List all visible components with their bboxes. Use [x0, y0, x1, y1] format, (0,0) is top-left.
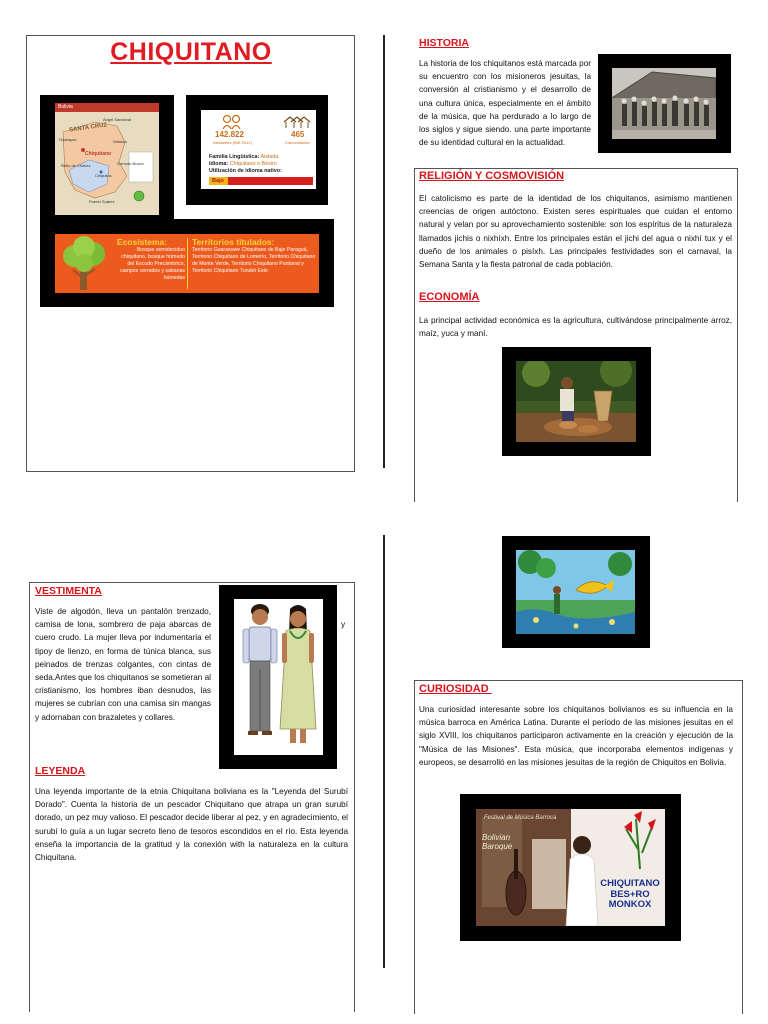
usage-line — [209, 168, 282, 174]
bottom-divider — [383, 535, 385, 968]
curiosidad-art-frame — [502, 536, 650, 648]
eco-banner — [55, 234, 319, 293]
population-label: habitantes (INE 2012) — [213, 140, 252, 145]
territories-text: Territorio Guarasuwe Chiquitano de Bajo Paraguá, Territorio Chiquitano de Lomerío, Territorio Chiquitano de Monte Verde, Territorio Chiquitano Pantanal y Territorio Chiquitano Turubó Este — [192, 247, 316, 274]
stray-y: y — [341, 620, 346, 629]
family-line — [209, 154, 278, 160]
usage-value: Bajo — [212, 178, 224, 184]
leyenda-text: Una leyenda importante de la etnia Chiquitana boliviana es la "Leyenda del Surubí Dorado". Cuenta la historia de un pescador Chiquitano que atrapa un gran surubí dorado, un pez muy valioso. El pescador decide liberar al pez, y en agradecimiento, el surubí lo guía a un lugar secreto lleno de tesoros escondidos en el río. Esta leyenda enseña la importancia de la gratitud y la conexión with la naturaleza en la cultura Chiquitana. — [35, 787, 348, 863]
language-value: Chiquitano o Bésiro — [229, 161, 277, 167]
map-label-2: Chiquitos — [95, 173, 112, 178]
curiosidad-poster-frame — [460, 794, 681, 941]
communities-value: 465 — [291, 130, 305, 139]
vestimenta-heading: VESTIMENTA — [35, 585, 102, 597]
map-header: Bolivia — [58, 104, 73, 110]
poster-title: Festival de Música Barroca — [484, 815, 557, 821]
historia-text: La historia de los chiquitanos está marcada por su encuentro con los misioneros jesuitas, la conversión al cristianismo y el desarrollo de una cultura única, especialmente en el ámbito de la música, que ha perdurado a lo largo de los siglos y sigue siendo. una parte importante de su identidad cultural en la actualidad. — [419, 59, 591, 148]
map-label-3: Germán Busch — [117, 161, 144, 166]
tree-icon — [59, 236, 109, 292]
map-label-5: Velasco — [113, 139, 128, 144]
family-label: Familia Lingüística: — [209, 154, 260, 160]
historia-photo-frame — [598, 54, 731, 153]
language-line — [209, 161, 277, 167]
economia-photo-frame — [502, 347, 651, 456]
economia-text: La principal actividad económica es la agricultura, cultivándose principalmente arroz, maíz, yuca y maní. — [419, 316, 732, 339]
vestimenta-photo-frame — [219, 585, 337, 769]
info-card-frame — [186, 95, 328, 205]
map-label-1: Ángel Sandoval — [103, 117, 132, 122]
vestimenta-illustration — [234, 599, 323, 755]
leyenda-heading: LEYENDA — [35, 765, 86, 777]
page-title: CHIQUITANO — [110, 38, 272, 66]
economia-heading: ECONOMÍA — [419, 291, 480, 303]
eco-banner-frame — [40, 219, 334, 307]
ecosystem-title: Ecosistema: — [117, 237, 168, 247]
religion-text: El catolicismo es parte de la identidad de los chiquitanos, asimismo mantienen creencias de origen autóctono. Existen seres espirituales que cuidan el entorno natural y velan por su aprovechamiento sostenible: son los espíritus de la naturaleza llamados jichis o nixhíxh. Entre los principales están el jichi del agua o nixhí tux y el dueño de los animales o pisíxh. Las principales festividades son el carnaval, la Semana Santa y la fiesta patronal de cada población. — [419, 194, 732, 270]
population-value: 142.822 — [215, 130, 244, 139]
curiosidad-artwork — [516, 550, 635, 634]
bolivia-map — [55, 103, 159, 215]
curiosidad-heading: CURIOSIDAD — [419, 683, 492, 695]
curiosidad-poster — [476, 809, 665, 926]
vestimenta-text: Viste de algodón, lleva un pantalón trenzado, camisa de lona, sombrero de paja abarcas de cuero crudo. La mujer lleva por indumentaria el tipoy de lienzo, en forma de túnica blanca, sus peinados de trenzas colgantes, con cintas de seda.Antes que los chiquitanos se sometieran al cristianismo, los hombres iban desnudos, las mujeres se cubrían con una camisa sin mangas y adornaban con brazaletes y collares. — [35, 607, 211, 722]
people-icon — [221, 114, 243, 130]
top-divider — [383, 35, 385, 468]
info-card — [201, 110, 316, 189]
houses-icon — [283, 115, 311, 129]
usage-label: Utilización de idioma nativo: — [209, 168, 282, 174]
ecosystem-text: Bosque semideciduo chiquitano, bosque húmedo del Escudo Precámbrico, campos cerrados y sabanas húmedas — [120, 247, 185, 281]
map-label-7: Puerto Suárez — [89, 199, 115, 204]
eco-divider — [187, 238, 188, 289]
poster-brand: CHIQUITANO BES+RO MONKOX — [600, 878, 660, 910]
map-region-label: SANTA CRUZ — [68, 122, 108, 134]
language-label: Idioma: — [209, 161, 229, 167]
map-label-4: Guarayos — [59, 137, 77, 142]
family-value: Aislada — [260, 154, 279, 160]
economia-photo — [516, 361, 636, 442]
map-frame — [40, 95, 174, 219]
map-highlight-label: Chiquitano — [85, 151, 112, 157]
territories-title: Territorios titulados: — [192, 237, 275, 247]
communities-label: Comunidades — [285, 140, 310, 145]
religion-heading: RELIGIÓN Y COSMOVISIÓN — [419, 170, 565, 182]
curiosidad-text: Una curiosidad interesante sobre los chiquitanos bolivianos es su influencia en la música barroca en América Latina. Durante el período de las misiones jesuitas en el siglo XVIII, los chiquitanos participaron activamente en la creación y ejecución de la "Música de las Misiones". Esta música, que incorporaba elementos indígenas y europeos, se desarrolló en las misiones jesuitas de la región de Chiquitos en Bolivia. — [419, 705, 733, 767]
map-label-6: Ñuflo de Chávez — [61, 163, 91, 168]
historia-heading: HISTORIA — [419, 37, 469, 49]
poster-subtitle: Bolivian Baroque — [482, 833, 513, 851]
historia-photo — [612, 68, 716, 139]
